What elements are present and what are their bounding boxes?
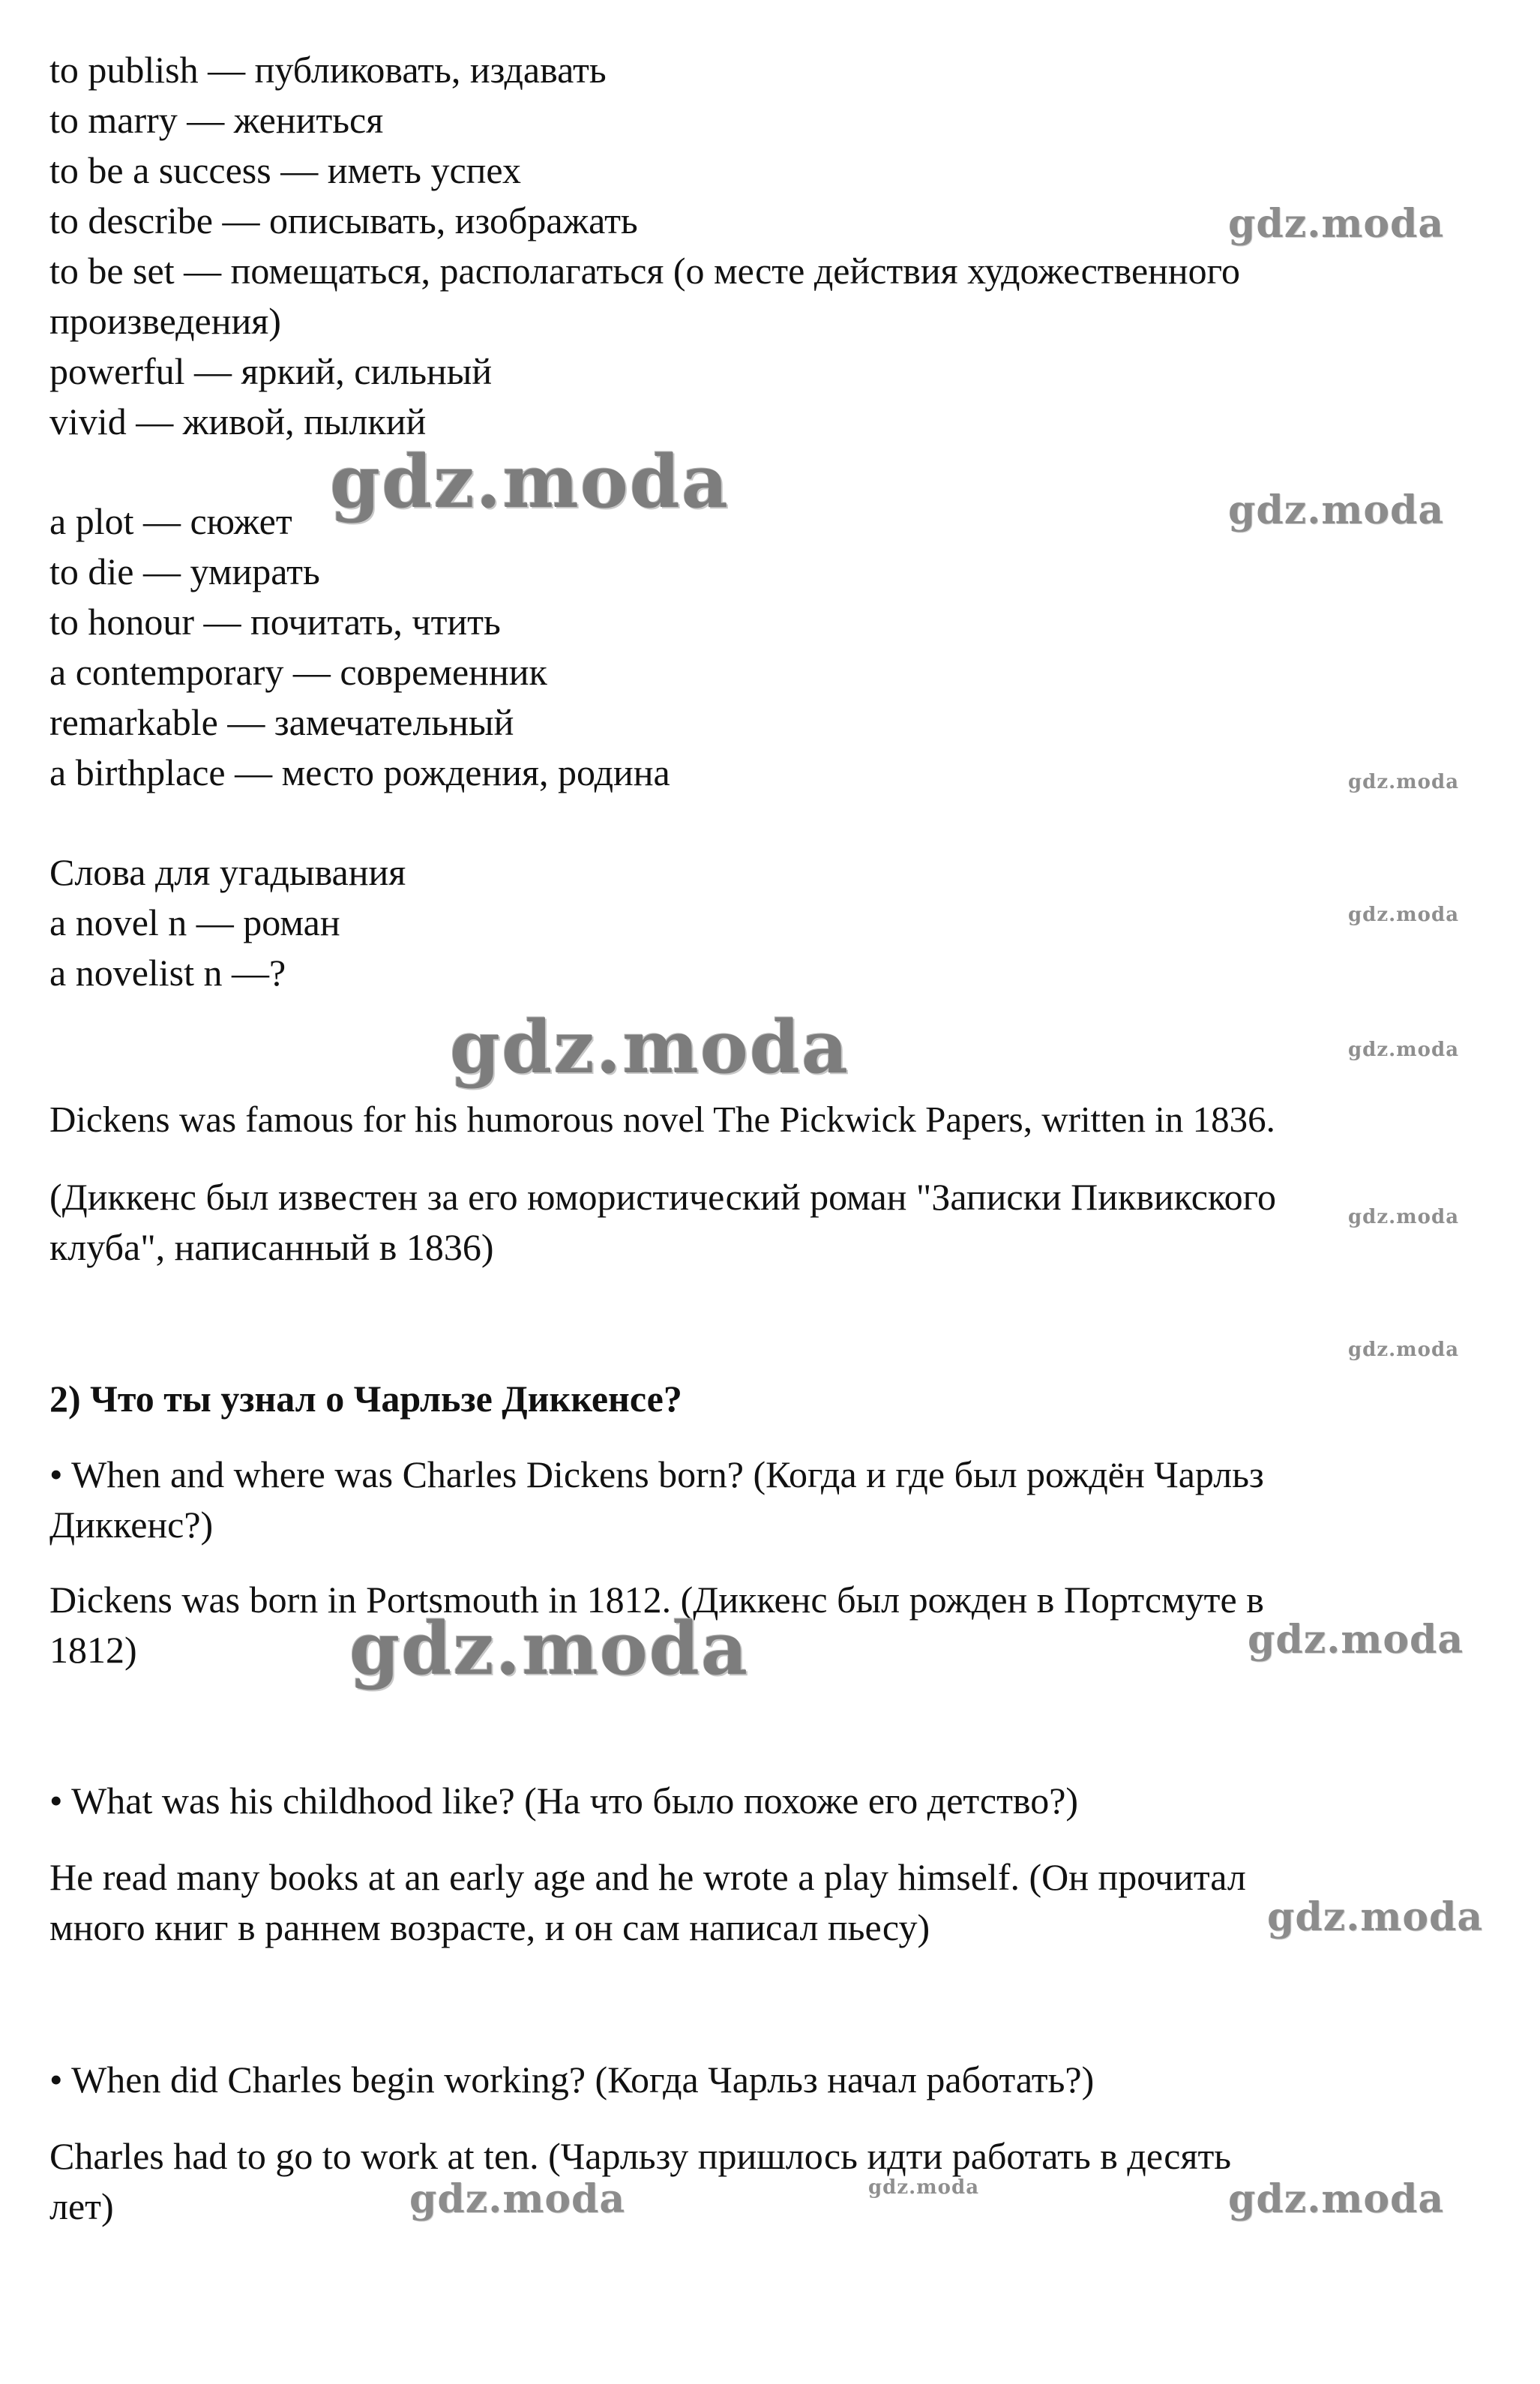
watermark: gdz.moda [330, 439, 730, 524]
watermark: gdz.moda [349, 1606, 750, 1691]
guess-word-item: a novelist n —? [49, 952, 286, 994]
watermark: gdz.moda [1228, 201, 1445, 247]
watermark: gdz.moda [1348, 771, 1460, 793]
vocab-item: произведения) [49, 300, 281, 342]
example-russian: клуба", написанный в 1836) [49, 1226, 494, 1268]
question: • When did Charles begin working? (Когда Чарльз начал работать?) [49, 2059, 1095, 2101]
answer: лет) [49, 2185, 114, 2227]
watermark: gdz.moda [1228, 2176, 1445, 2222]
watermark: gdz.moda [1348, 1339, 1460, 1361]
answer: много книг в раннем возрасте, и он сам написал пьесу) [49, 1906, 930, 1948]
guess-words-heading: Слова для угадывания [49, 851, 406, 893]
vocab-item: to be set — помещаться, располагаться (о месте действия художественного [49, 250, 1240, 292]
vocab-item: powerful — яркий, сильный [49, 350, 493, 392]
vocab-item: a plot — сюжет [49, 500, 292, 542]
watermark: gdz.moda [868, 2176, 980, 2199]
question: • What was his childhood like? (На что было похоже его детство?) [49, 1780, 1079, 1822]
question: Диккенс?) [49, 1504, 214, 1546]
watermark: gdz.moda [1348, 904, 1460, 926]
answer: He read many books at an early age and he wrote a play himself. (Он прочитал [49, 1856, 1246, 1898]
watermark: gdz.moda [1248, 1617, 1464, 1663]
vocab-item: to be a success — иметь успех [49, 149, 521, 191]
vocab-item: to describe — описывать, изображать [49, 199, 638, 241]
vocab-item: to publish — публиковать, издавать [49, 49, 607, 91]
watermark: gdz.moda [1348, 1206, 1460, 1228]
vocab-item: a contemporary — современник [49, 651, 547, 693]
vocab-item: vivid — живой, пылкий [49, 400, 427, 442]
vocab-item: to honour — почитать, чтить [49, 601, 501, 643]
watermark: gdz.moda [450, 1005, 850, 1090]
answer: Charles had to go to work at ten. (Чарльзу пришлось идти работать в десять [49, 2135, 1232, 2177]
answer: 1812) [49, 1629, 137, 1671]
example-russian: (Диккенс был известен за его юмористический роман "Записки Пиквикского [49, 1176, 1276, 1218]
vocab-item: remarkable — замечательный [49, 701, 514, 743]
watermark: gdz.moda [1348, 1039, 1460, 1061]
answer: Dickens was born in Portsmouth in 1812. (Диккенс был рожден в Портсмуте в [49, 1579, 1264, 1621]
vocab-item: a birthplace — место рождения, родина [49, 751, 670, 793]
watermark: gdz.moda [1228, 487, 1445, 533]
section-title: 2) Что ты узнал о Чарльзе Диккенсе? [49, 1378, 682, 1420]
question: • When and where was Charles Dickens born? (Когда и где был рождён Чарльз [49, 1453, 1264, 1495]
watermark: gdz.moda [1267, 1894, 1484, 1940]
vocab-item: to marry — жениться [49, 99, 384, 141]
guess-word-item: a novel n — роман [49, 901, 340, 943]
watermark: gdz.moda [409, 2176, 626, 2222]
example-english: Dickens was famous for his humorous novel The Pickwick Papers, written in 1836. [49, 1099, 1275, 1140]
vocab-item: to die — умирать [49, 550, 320, 592]
